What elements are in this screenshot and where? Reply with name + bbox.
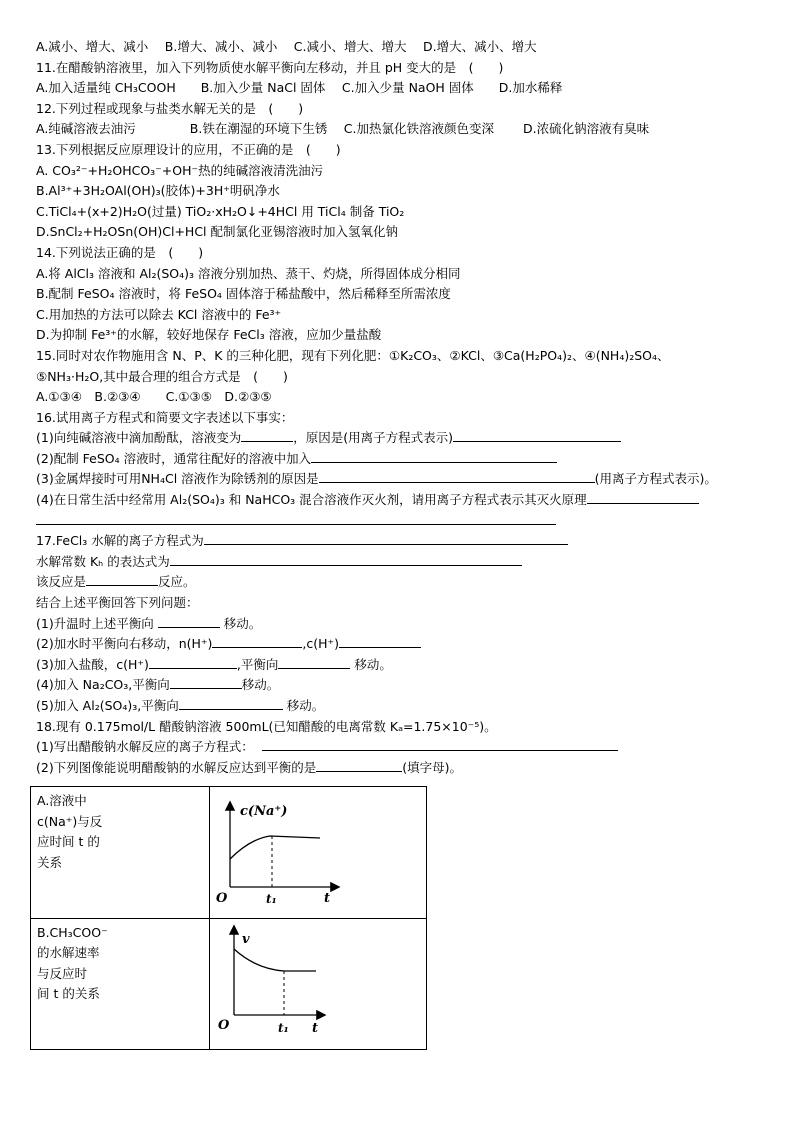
q17-type-text: 该反应是 [36, 574, 87, 590]
graph-a-desc-line: 应时间 t 的 [37, 834, 100, 850]
q13-stem: 13.下列根据反应原理设计的应用，不正确的是 ( ) [36, 141, 341, 157]
graph-a-desc-line: A.溶液中 [37, 793, 87, 808]
q17-part2-blank-c[interactable] [339, 634, 421, 648]
q15-options: A.①③④ B.②③④ C.①③⑤ D.②③⑤ [36, 389, 272, 405]
graph-b-plot [210, 919, 426, 1043]
q17-intro: 结合上述平衡回答下列问题： [36, 595, 199, 611]
q17-part4-blank[interactable] [170, 675, 242, 689]
q17-part4-text-b: 移动。 [241, 677, 280, 693]
worksheet [36, 37, 758, 778]
graph-b-description [31, 918, 210, 1050]
q17-part1-text: (1)升温时上述平衡向 [36, 615, 154, 631]
graph-b-desc-line: 与反应时 [37, 965, 88, 981]
q16-part4 [36, 490, 758, 511]
graph-a-x-label: t [324, 891, 331, 906]
q16-part1-blank-color[interactable] [241, 428, 293, 442]
graph-b-curve [234, 949, 316, 971]
q12-options: A.纯碱溶液去油污 B.铁在潮湿的环境下生锈 C.加热氯化铁溶液颜色变深 D.浓硫化钠溶液有臭味 [36, 121, 650, 137]
q16-part3-text-b: (用离子方程式表示)。 [594, 471, 717, 487]
q12-stem: 12.下列过程或现象与盐类水解无关的是 ( ) [36, 100, 304, 116]
graph-a-plot [210, 787, 426, 911]
q17-part1-text-b: 移动。 [223, 615, 262, 631]
graph-a-desc-line: 关系 [37, 854, 63, 870]
q18-part1 [36, 737, 758, 758]
q17-part5 [36, 696, 758, 717]
graph-a-origin-label: O [216, 891, 228, 906]
q14-stem: 14.下列说法正确的是 ( ) [36, 244, 204, 260]
q16-part1-text: (1)向纯碱溶液中滴加酚酞，溶液变为 [36, 430, 242, 446]
q14-option-a: A.将 AlCl₃ 溶液和 Al₂(SO₄)₃ 溶液分别加热、蒸干、灼烧，所得固体成分相同 [36, 265, 461, 281]
q17-stem-text: 17.FeCl₃ 水解的离子方程式为 [36, 533, 204, 549]
q16-part1-text-b: ，原因是(用离子方程式表示) [293, 430, 453, 446]
graph-row-b [31, 918, 427, 1050]
q17-part3 [36, 655, 758, 676]
q17-equation-blank[interactable] [204, 531, 568, 545]
q17-part3-text-c: 移动。 [354, 656, 392, 672]
q17-kh-text: 水解常数 Kₕ 的表达式为 [36, 553, 170, 569]
q17-part3-text: (3)加入盐酸，c(H⁺) [36, 656, 149, 672]
graph-a-y-label: c(Na⁺) [240, 804, 288, 819]
q14-option-d: D.为抑制 Fe³⁺的水解，较好地保存 FeCl₃ 溶液，应加少量盐酸 [36, 327, 382, 343]
q17-part3-blank-c[interactable] [149, 655, 237, 669]
q15-stem-line1: 15.同时对农作物施用含 N、P、K 的三种化肥，现有下列化肥：①K₂CO₃、②KCl、③Ca(H₂PO₄)₂、④(NH₄)₂SO₄、 [36, 347, 670, 363]
graph-b-t1-label: t₁ [278, 1020, 289, 1035]
q17-kh [36, 552, 758, 573]
q16-part4-continuation [36, 511, 758, 532]
q16-part3-blank[interactable] [319, 469, 595, 483]
q17-part3-text-b: ,平衡向 [236, 656, 279, 672]
q13-option-a: A. CO₃²⁻+H₂OHCO₃⁻+OH⁻热的纯碱溶液清洗油污 [36, 162, 324, 178]
q16-part3-text: (3)金属焊接时可用NH₄Cl 溶液作为除锈剂的原因是 [36, 471, 319, 487]
q18-part1-text: (1)写出醋酸钠水解反应的离子方程式： [36, 739, 254, 755]
q17-type-text-b: 反应。 [158, 574, 196, 590]
q16-stem: 16.试用离子方程式和简要文字表述以下事实： [36, 409, 294, 425]
graph-b-desc-line: 的水解速率 [37, 945, 100, 961]
q17-part5-blank[interactable] [179, 696, 283, 710]
graph-b-desc-line: B.CH₃COO⁻ [37, 924, 108, 940]
graph-a-curve [230, 836, 320, 859]
graph-row-a [31, 787, 427, 919]
q16-part3 [36, 469, 758, 490]
q18-part2-text: (2)下列图像能说明醋酸钠的水解反应达到平衡的是 [36, 759, 317, 775]
q17-type-blank[interactable] [86, 572, 158, 586]
graph-b-x-label: t [312, 1020, 319, 1036]
graph-options-table [30, 786, 427, 1050]
q14-option-b: B.配制 FeSO₄ 溶液时，将 FeSO₄ 固体溶于稀盐酸中，然后稀释至所需浓度 [36, 286, 451, 302]
q16-part4-text: (4)在日常生活中经常用 Al₂(SO₄)₃ 和 NaHCO₃ 混合溶液作灭火剂，请用离子方程式表示其灭火原理 [36, 492, 587, 508]
q16-part2-blank[interactable] [311, 449, 557, 463]
q18-part2-text-b: (填字母)。 [402, 759, 462, 775]
q17-part4 [36, 675, 758, 696]
q17-part4-text: (4)加入 Na₂CO₃,平衡向 [36, 677, 170, 693]
graph-b-y-label: v [242, 931, 250, 947]
q17-part2 [36, 634, 758, 655]
q17-stem [36, 531, 758, 552]
graph-b-desc-line: 间 t 的关系 [37, 986, 100, 1002]
q18-part1-blank[interactable] [262, 737, 618, 751]
q11-options: A.加入适量纯 CH₃COOH B.加入少量 NaCl 固体 C.加入少量 NaOH 固体 D.加水稀释 [36, 80, 563, 96]
q16-part2 [36, 449, 758, 470]
q17-part5-text: (5)加入 Al₂(SO₄)₃,平衡向 [36, 698, 179, 713]
graph-a-desc-line: c(Na⁺)与反 [37, 813, 103, 829]
q16-part4-blank[interactable] [587, 490, 699, 504]
q17-part2-text: (2)加水时平衡向右移动，n(H⁺) [36, 636, 213, 652]
q17-part2-blank-n[interactable] [212, 634, 302, 648]
q17-part5-text-b: 移动。 [286, 698, 325, 713]
q13-option-d: D.SnCl₂+H₂OSn(OH)Cl+HCl 配制氯化亚锡溶液时加入氢氧化钠 [36, 224, 398, 240]
graph-a-cell [210, 787, 427, 919]
q17-part1-blank[interactable] [158, 614, 220, 628]
q17-part1 [36, 614, 758, 635]
graph-a-t1-label: t₁ [266, 892, 277, 906]
graph-a-description [31, 787, 210, 919]
graph-b-cell [210, 918, 427, 1050]
q14-option-c: C.用加热的方法可以除去 KCl 溶液中的 Fe³⁺ [36, 306, 282, 322]
graph-b-origin-label: O [218, 1017, 230, 1033]
q15-stem-line2: ⑤NH₃·H₂O,其中最合理的组合方式是 ( ) [36, 368, 288, 384]
q17-part2-text-b: ,c(H⁺) [302, 636, 339, 652]
q18-stem: 18.现有 0.175mol/L 醋酸钠溶液 500mL(已知醋酸的电离常数 Kₐ=1.75×10⁻⁵)。 [36, 718, 497, 734]
q13-option-c: C.TiCl₄+(x+2)H₂O(过量) TiO₂·xH₂O↓+4HCl 用 TiCl₄ 制备 TiO₂ [36, 203, 405, 219]
q17-kh-blank[interactable] [170, 552, 522, 566]
q11-stem: 11.在醋酸钠溶液里，加入下列物质使水解平衡向左移动，并且 pH 变大的是 ( ) [36, 59, 504, 75]
q16-part2-text: (2)配制 FeSO₄ 溶液时，通常往配好的溶液中加入 [36, 450, 312, 466]
q17-type [36, 572, 758, 593]
q13-option-b: B.Al³⁺+3H₂OAl(OH)₃(胶体)+3H⁺明矾净水 [36, 183, 280, 199]
q16-part4-blank-continued[interactable] [36, 511, 556, 525]
q18-part2 [36, 758, 758, 779]
q18-part2-blank[interactable] [316, 758, 402, 772]
q16-part1 [36, 428, 758, 449]
q16-part1-blank-equation[interactable] [453, 428, 621, 442]
q10-options: A.减小、增大、减小 B.增大、减小、减小 C.减小、增大、增大 D.增大、减小、增大 [36, 39, 537, 54]
q17-part3-blank-direction[interactable] [278, 655, 350, 669]
